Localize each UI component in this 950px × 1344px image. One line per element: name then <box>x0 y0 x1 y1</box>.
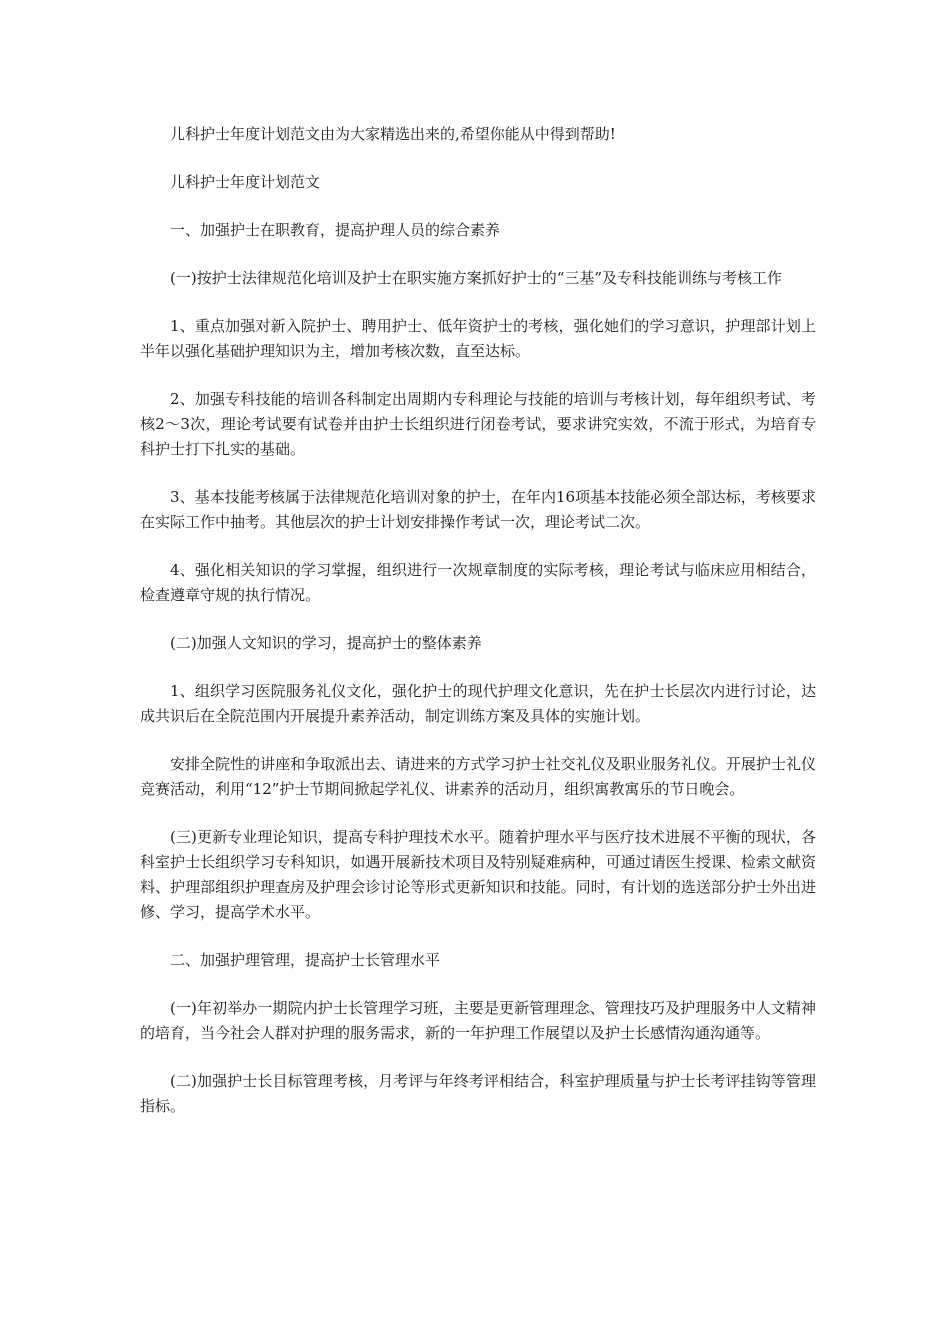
body-paragraph: 1、重点加强对新入院护士、聘用护士、低年资护士的考核，强化她们的学习意识，护理部计划上半年以强化基础护理知识为主，增加考核次数，直至达标。 <box>140 317 816 360</box>
document-title: 儿科护士年度计划范文 <box>170 173 321 191</box>
body-paragraph: 4、强化相关知识的学习掌握，组织进行一次规章制度的实际考核，理论考试与临床应用相结合，检查遵章守规的执行情况。 <box>140 561 816 604</box>
document-page <box>140 122 816 1142</box>
subsection-heading-1-1: (一)按护士法律规范化培训及护士在职实施方案抓好护士的“三基”及专科技能训练与考核工作 <box>170 269 783 287</box>
intro-paragraph: 儿科护士年度计划范文由为大家精选出来的,希望你能从中得到帮助! <box>170 125 616 143</box>
subsection-paragraph-2-1: (一)年初举办一期院内护士长管理学习班，主要是更新管理理念、管理技巧及护理服务中人文精神的培育，当今社会人群对护理的服务需求，新的一年护理工作展望以及护士长感情沟通沟通等。 <box>140 999 816 1042</box>
body-paragraph: 安排全院性的讲座和争取派出去、请进来的方式学习护士社交礼仪及职业服务礼仪。开展护士礼仪竞赛活动，利用“12”护士节期间掀起学礼仪、讲素养的活动月，组织寓教寓乐的节日晚会。 <box>140 755 816 798</box>
subsection-paragraph-2-2: (二)加强护士长目标管理考核，月考评与年终考评相结合，科室护理质量与护士长考评挂钩等管理指标。 <box>140 1072 816 1115</box>
subsection-paragraph-1-3: (三)更新专业理论知识，提高专科护理技术水平。随着护理水平与医疗技术进展不平衡的现状，各科室护士长组织学习专科知识，如遇开展新技术项目及特别疑难病种，可通过请医生授课、检索文献资料、护理部组织护理查房及护理会诊讨论等形式更新知识和技能。同时，有计划的选送部分护士外出进修、学习，提高学术水平。 <box>140 828 816 921</box>
body-paragraph: 3、基本技能考核属于法律规范化培训对象的护士，在年内16项基本技能必须全部达标，考核要求在实际工作中抽考。其他层次的护士计划安排操作考试一次，理论考试二次。 <box>140 488 816 531</box>
body-paragraph: 2、加强专科技能的培训各科制定出周期内专科理论与技能的培训与考核计划，每年组织考试、考核2～3次，理论考试要有试卷并由护士长组织进行闭卷考试，要求讲究实效，不流于形式，为培育专科护士打下扎实的基础。 <box>140 390 816 458</box>
body-paragraph: 1、组织学习医院服务礼仪文化，强化护士的现代护理文化意识，先在护士长层次内进行讨论，达成共识后在全院范围内开展提升素养活动，制定训练方案及具体的实施计划。 <box>140 682 816 725</box>
section-heading-2: 二、加强护理管理，提高护士长管理水平 <box>170 951 441 969</box>
subsection-heading-1-2: (二)加强人文知识的学习，提高护士的整体素养 <box>170 634 482 652</box>
section-heading-1: 一、加强护士在职教育，提高护理人员的综合素养 <box>170 221 501 239</box>
